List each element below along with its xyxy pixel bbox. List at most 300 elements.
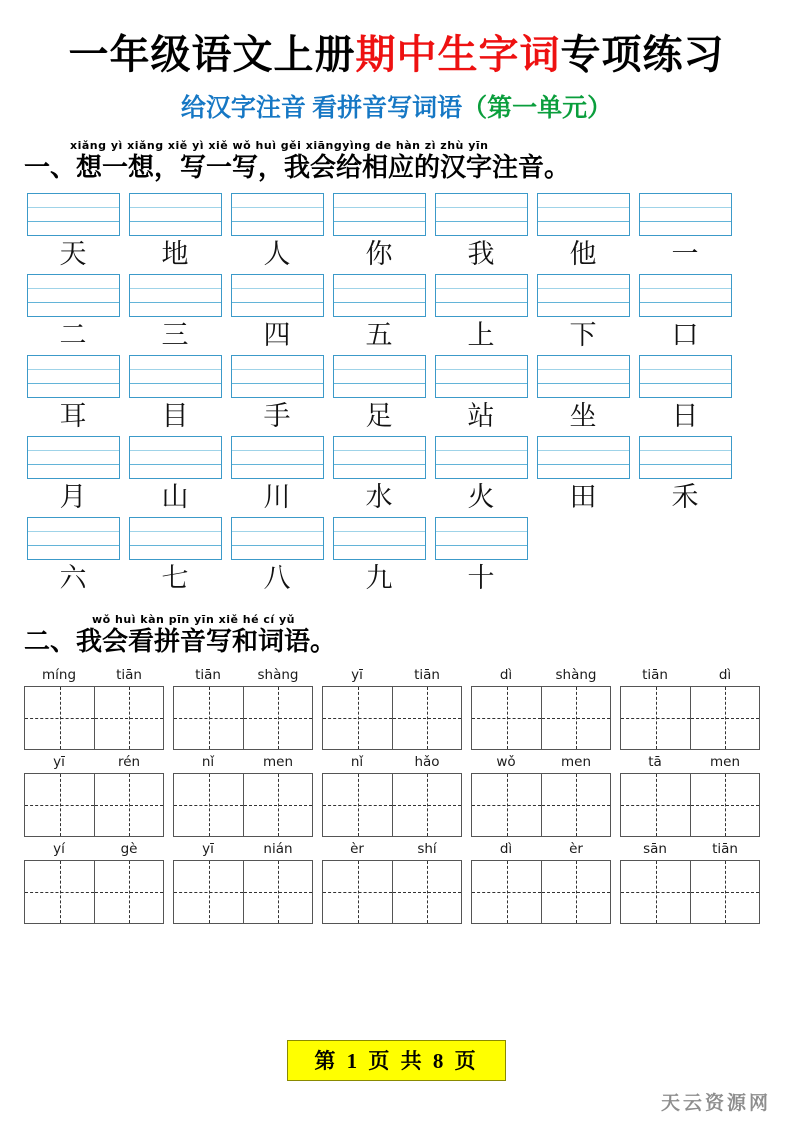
tianzige-horizontal-guide	[25, 718, 94, 719]
hanzi-character: 二	[59, 320, 87, 351]
pinyin-four-line-box[interactable]	[129, 355, 222, 398]
hanzi-character: 你	[365, 239, 393, 270]
pinyin-syllable: tā	[648, 753, 662, 770]
pinyin-line	[334, 531, 425, 532]
hanzi-character: 耳	[59, 401, 87, 432]
tianzige-word-box[interactable]	[24, 686, 164, 750]
pinyin-grid-cell	[534, 436, 632, 517]
tianzige-cell[interactable]	[541, 687, 610, 749]
pinyin-four-line-box[interactable]	[27, 517, 120, 560]
pinyin-grid-row	[24, 355, 769, 436]
tianzige-box-row	[24, 773, 769, 837]
tianzige-horizontal-guide	[621, 718, 690, 719]
footer	[0, 1040, 793, 1081]
pinyin-line	[436, 464, 527, 465]
pinyin-four-line-box[interactable]	[435, 436, 528, 479]
pinyin-line	[130, 288, 221, 289]
pinyin-line	[640, 464, 731, 465]
pinyin-grid-cell	[636, 355, 734, 436]
tianzige-pinyin-row	[24, 752, 769, 773]
pinyin-word-label	[173, 839, 313, 860]
pinyin-line	[28, 383, 119, 384]
page-subtitle	[24, 78, 769, 124]
pinyin-four-line-box[interactable]	[435, 274, 528, 317]
hanzi-character: 坐	[569, 401, 597, 432]
tianzige-cell[interactable]	[690, 774, 759, 836]
tianzige-word-box[interactable]	[471, 773, 611, 837]
pinyin-line	[538, 221, 629, 222]
pinyin-four-line-box[interactable]	[333, 274, 426, 317]
pinyin-line	[232, 288, 323, 289]
pinyin-syllable: nǐ	[350, 753, 364, 770]
pinyin-line	[28, 545, 119, 546]
pinyin-line	[334, 302, 425, 303]
hanzi-character: 田	[569, 482, 597, 513]
pinyin-four-line-box[interactable]	[639, 274, 732, 317]
pinyin-grid-cell	[24, 436, 122, 517]
page-number-badge: 第 1 页 共 8 页	[287, 1040, 505, 1081]
hanzi-character: 火	[467, 482, 495, 513]
tianzige-horizontal-guide	[95, 805, 163, 806]
pinyin-grid-cell	[534, 274, 632, 355]
pinyin-grid-cell	[636, 193, 734, 274]
pinyin-four-line-box[interactable]	[231, 436, 324, 479]
pinyin-grid-cell	[228, 517, 326, 598]
tianzige-cell[interactable]	[541, 774, 610, 836]
pinyin-word-label	[322, 752, 462, 773]
tianzige-horizontal-guide	[244, 718, 312, 719]
tianzige-horizontal-guide	[25, 892, 94, 893]
subtitle-unit: （第一单元）	[462, 95, 613, 122]
tianzige-cell[interactable]	[323, 687, 392, 749]
pinyin-word-label	[173, 752, 313, 773]
pinyin-four-line-box[interactable]	[129, 436, 222, 479]
pinyin-line	[436, 450, 527, 451]
tianzige-horizontal-guide	[393, 718, 461, 719]
pinyin-syllable: wǒ	[496, 753, 516, 770]
pinyin-syllable: hǎo	[414, 753, 440, 770]
pinyin-line	[232, 464, 323, 465]
pinyin-line	[640, 302, 731, 303]
pinyin-four-line-box[interactable]	[435, 517, 528, 560]
pinyin-line	[436, 545, 527, 546]
tianzige-row	[24, 752, 769, 837]
pinyin-syllable: rén	[117, 753, 141, 770]
pinyin-word-label	[620, 752, 760, 773]
pinyin-syllable: èr	[569, 840, 583, 857]
pinyin-word-label	[24, 752, 164, 773]
tianzige-word-box[interactable]	[620, 860, 760, 924]
pinyin-line	[334, 464, 425, 465]
tianzige-cell[interactable]	[94, 687, 163, 749]
tianzige-word-box[interactable]	[173, 686, 313, 750]
tianzige-cell[interactable]	[392, 774, 461, 836]
pinyin-grid-cell	[330, 274, 428, 355]
pinyin-line	[28, 369, 119, 370]
tianzige-cell[interactable]	[621, 687, 690, 749]
pinyin-line	[640, 207, 731, 208]
pinyin-four-line-box[interactable]	[639, 436, 732, 479]
pinyin-four-line-box[interactable]	[537, 193, 630, 236]
pinyin-line	[130, 464, 221, 465]
section-two-heading: 二、我会看拼音写和词语。	[24, 626, 337, 656]
subtitle-main: 给汉字注音 看拼音写词语	[180, 95, 463, 122]
pinyin-grid-cell	[330, 517, 428, 598]
hanzi-character: 水	[365, 482, 393, 513]
pinyin-grid-cell	[636, 274, 734, 355]
pinyin-four-line-box[interactable]	[333, 355, 426, 398]
pinyin-line	[334, 383, 425, 384]
pinyin-line	[436, 369, 527, 370]
pinyin-syllable: shí	[417, 840, 437, 857]
pinyin-line	[130, 545, 221, 546]
pinyin-grid-cell	[24, 274, 122, 355]
tianzige-cell[interactable]	[94, 861, 163, 923]
tianzige-horizontal-guide	[323, 892, 392, 893]
pinyin-line	[538, 450, 629, 451]
pinyin-grid-cell	[432, 517, 530, 598]
pinyin-syllable: tiān	[642, 666, 668, 683]
tianzige-cell[interactable]	[25, 687, 94, 749]
pinyin-line	[130, 369, 221, 370]
hanzi-character: 足	[365, 401, 393, 432]
pinyin-grid-cell	[432, 193, 530, 274]
tianzige-horizontal-guide	[393, 892, 461, 893]
pinyin-grid-cell	[126, 193, 224, 274]
pinyin-four-line-box[interactable]	[639, 193, 732, 236]
tianzige-word-box[interactable]	[173, 773, 313, 837]
tianzige-cell[interactable]	[621, 861, 690, 923]
pinyin-four-line-box[interactable]	[333, 517, 426, 560]
pinyin-four-line-box[interactable]	[129, 517, 222, 560]
pinyin-four-line-box[interactable]	[537, 355, 630, 398]
pinyin-syllable: tiān	[195, 666, 221, 683]
pinyin-word-label	[471, 752, 611, 773]
pinyin-syllable: míng	[41, 666, 77, 683]
tianzige-horizontal-guide	[174, 805, 243, 806]
pinyin-word-label	[24, 839, 164, 860]
pinyin-syllable: tiān	[414, 666, 440, 683]
pinyin-syllable: shàng	[555, 666, 597, 683]
pinyin-line	[334, 369, 425, 370]
pinyin-line	[436, 531, 527, 532]
tianzige-cell[interactable]	[323, 774, 392, 836]
tianzige-cell[interactable]	[690, 861, 759, 923]
pinyin-line	[28, 531, 119, 532]
pinyin-line	[334, 288, 425, 289]
pinyin-syllable: men	[262, 753, 293, 770]
tianzige-cell[interactable]	[94, 774, 163, 836]
pinyin-word-label	[173, 665, 313, 686]
tianzige-cell[interactable]	[243, 774, 312, 836]
pinyin-four-line-box[interactable]	[27, 436, 120, 479]
pinyin-four-line-box[interactable]	[27, 193, 120, 236]
hanzi-character: 四	[263, 320, 291, 351]
tianzige-horizontal-guide	[472, 718, 541, 719]
pinyin-line	[436, 302, 527, 303]
pinyin-line	[538, 302, 629, 303]
section-one	[24, 138, 769, 598]
tianzige-box-row	[24, 860, 769, 924]
section-one-heading: 一、想一想，写一写，我会给相应的汉字注音。	[24, 153, 571, 182]
tianzige-row	[24, 665, 769, 750]
pinyin-grid-row	[24, 517, 769, 598]
pinyin-four-line-box[interactable]	[639, 355, 732, 398]
pinyin-four-line-box[interactable]	[435, 355, 528, 398]
pinyin-syllable: tiān	[712, 840, 738, 857]
tianzige-horizontal-guide	[691, 892, 759, 893]
pinyin-syllable: dì	[718, 666, 732, 683]
pinyin-grid-cell	[24, 193, 122, 274]
hanzi-character: 禾	[671, 482, 699, 513]
tianzige-horizontal-guide	[542, 892, 610, 893]
pinyin-four-line-box[interactable]	[537, 436, 630, 479]
pinyin-grid-cell	[330, 193, 428, 274]
tianzige-row	[24, 839, 769, 924]
watermark: 天云资源网	[660, 1093, 771, 1114]
pinyin-syllable: shàng	[257, 666, 299, 683]
pinyin-line	[232, 207, 323, 208]
tianzige-word-box[interactable]	[620, 686, 760, 750]
hanzi-character: 七	[161, 563, 189, 594]
tianzige-horizontal-guide	[542, 805, 610, 806]
page-title	[24, 0, 769, 78]
pinyin-line	[538, 288, 629, 289]
hanzi-character: 日	[671, 401, 699, 432]
pinyin-four-line-box[interactable]	[537, 274, 630, 317]
tianzige-pinyin-row	[24, 839, 769, 860]
pinyin-grid-row	[24, 274, 769, 355]
tianzige-cell[interactable]	[323, 861, 392, 923]
tianzige-word-box[interactable]	[322, 860, 462, 924]
pinyin-four-line-box[interactable]	[129, 274, 222, 317]
hanzi-character: 月	[59, 482, 87, 513]
pinyin-line	[640, 369, 731, 370]
pinyin-syllable: gè	[120, 840, 138, 857]
pinyin-line	[28, 464, 119, 465]
tianzige-cell[interactable]	[174, 774, 243, 836]
hanzi-character: 六	[59, 563, 87, 594]
hanzi-character: 地	[161, 239, 189, 270]
tianzige-horizontal-guide	[472, 892, 541, 893]
tianzige-word-box[interactable]	[620, 773, 760, 837]
tianzige-horizontal-guide	[691, 805, 759, 806]
tianzige-cell[interactable]	[243, 861, 312, 923]
pinyin-syllable: nián	[263, 840, 293, 857]
pinyin-line	[334, 545, 425, 546]
tianzige-word-box[interactable]	[173, 860, 313, 924]
tianzige-horizontal-guide	[621, 892, 690, 893]
tianzige-cell[interactable]	[541, 861, 610, 923]
tianzige-horizontal-guide	[174, 892, 243, 893]
tianzige-horizontal-guide	[244, 892, 312, 893]
tianzige-cell[interactable]	[25, 774, 94, 836]
tianzige-cell[interactable]	[25, 861, 94, 923]
tianzige-word-box[interactable]	[471, 686, 611, 750]
pinyin-line	[640, 450, 731, 451]
hanzi-character: 十	[467, 563, 495, 594]
pinyin-line	[436, 207, 527, 208]
pinyin-four-line-box[interactable]	[231, 193, 324, 236]
pinyin-syllable: tiān	[116, 666, 142, 683]
tianzige-cell[interactable]	[174, 861, 243, 923]
pinyin-syllable: yí	[53, 840, 65, 857]
pinyin-grid-cell	[24, 517, 122, 598]
tianzige-cell[interactable]	[690, 687, 759, 749]
pinyin-line	[130, 302, 221, 303]
title-segment-red: 期中生字词	[355, 32, 561, 77]
pinyin-word-label	[322, 665, 462, 686]
pinyin-line	[130, 383, 221, 384]
tianzige-horizontal-guide	[691, 718, 759, 719]
tianzige-cell[interactable]	[472, 774, 541, 836]
pinyin-syllable: nǐ	[201, 753, 215, 770]
pinyin-line	[130, 221, 221, 222]
tianzige-horizontal-guide	[323, 718, 392, 719]
pinyin-word-label	[620, 839, 760, 860]
pinyin-word-label	[471, 839, 611, 860]
tianzige-box-row	[24, 686, 769, 750]
pinyin-syllable: sān	[643, 840, 667, 857]
tianzige-horizontal-guide	[244, 805, 312, 806]
tianzige-cell[interactable]	[621, 774, 690, 836]
hanzi-character: 目	[161, 401, 189, 432]
pinyin-syllable: men	[560, 753, 591, 770]
pinyin-line	[232, 302, 323, 303]
pinyin-line	[334, 450, 425, 451]
pinyin-line	[232, 450, 323, 451]
pinyin-grid-cell	[126, 517, 224, 598]
pinyin-line	[538, 383, 629, 384]
pinyin-line	[640, 221, 731, 222]
pinyin-grid-cell	[228, 193, 326, 274]
tianzige-horizontal-guide	[323, 805, 392, 806]
pinyin-four-line-box[interactable]	[333, 436, 426, 479]
pinyin-syllable: dì	[499, 840, 513, 857]
pinyin-grid-cell	[126, 355, 224, 436]
tianzige-cell[interactable]	[392, 861, 461, 923]
pinyin-grid-cell	[636, 436, 734, 517]
pinyin-grid-cell	[228, 436, 326, 517]
pinyin-syllable: yī	[53, 753, 65, 770]
pinyin-four-line-box[interactable]	[129, 193, 222, 236]
pinyin-word-label	[322, 839, 462, 860]
pinyin-line	[28, 450, 119, 451]
hanzi-character: 川	[263, 482, 291, 513]
pinyin-line	[232, 369, 323, 370]
pinyin-line	[334, 207, 425, 208]
tianzige-horizontal-guide	[95, 892, 163, 893]
hanzi-character: 手	[263, 401, 291, 432]
pinyin-line	[538, 464, 629, 465]
pinyin-word-label	[471, 665, 611, 686]
tianzige-word-box[interactable]	[24, 860, 164, 924]
hanzi-character: 山	[161, 482, 189, 513]
tianzige-horizontal-guide	[393, 805, 461, 806]
pinyin-four-line-box[interactable]	[27, 274, 120, 317]
tianzige-cell[interactable]	[174, 687, 243, 749]
pinyin-grid-cell	[534, 193, 632, 274]
pinyin-grid-cell	[228, 274, 326, 355]
tianzige-cell[interactable]	[472, 687, 541, 749]
pinyin-four-line-box[interactable]	[435, 193, 528, 236]
pinyin-four-line-box[interactable]	[231, 274, 324, 317]
tianzige-cell[interactable]	[392, 687, 461, 749]
pinyin-line	[232, 531, 323, 532]
pinyin-line	[436, 383, 527, 384]
hanzi-character: 口	[671, 320, 699, 351]
hanzi-character: 上	[467, 320, 495, 351]
pinyin-line	[334, 221, 425, 222]
pinyin-line	[28, 302, 119, 303]
section-one-pinyin: xiǎng yì xiǎng xiě yì xiě wǒ huì gěi xiāngyìng de hàn zì zhù yīn	[70, 139, 489, 152]
pinyin-line	[28, 207, 119, 208]
pinyin-answer-grid	[24, 193, 769, 598]
tianzige-pinyin-row	[24, 665, 769, 686]
tianzige-word-box[interactable]	[471, 860, 611, 924]
tianzige-horizontal-guide	[472, 805, 541, 806]
tianzige-horizontal-guide	[25, 805, 94, 806]
tianzige-writing-grid	[24, 665, 769, 924]
title-segment-black-2: 专项练习	[560, 32, 725, 77]
tianzige-cell[interactable]	[243, 687, 312, 749]
pinyin-grid-cell	[126, 274, 224, 355]
hanzi-character: 三	[161, 320, 189, 351]
pinyin-syllable: dì	[499, 666, 513, 683]
pinyin-grid-cell	[330, 355, 428, 436]
pinyin-line	[436, 288, 527, 289]
pinyin-grid-cell	[330, 436, 428, 517]
hanzi-character: 站	[467, 401, 495, 432]
pinyin-grid-row	[24, 193, 769, 274]
tianzige-word-box[interactable]	[322, 686, 462, 750]
hanzi-character: 九	[365, 563, 393, 594]
tianzige-cell[interactable]	[472, 861, 541, 923]
pinyin-line	[538, 207, 629, 208]
pinyin-word-label	[24, 665, 164, 686]
hanzi-character: 下	[569, 320, 597, 351]
tianzige-horizontal-guide	[95, 718, 163, 719]
pinyin-line	[130, 207, 221, 208]
pinyin-grid-cell	[432, 355, 530, 436]
pinyin-syllable: èr	[350, 840, 364, 857]
pinyin-grid-cell	[534, 355, 632, 436]
hanzi-character: 天	[59, 239, 87, 270]
pinyin-line	[232, 545, 323, 546]
pinyin-grid-cell	[228, 355, 326, 436]
pinyin-grid-cell	[432, 274, 530, 355]
pinyin-line	[130, 450, 221, 451]
pinyin-grid-row	[24, 436, 769, 517]
pinyin-line	[538, 369, 629, 370]
section-two	[24, 612, 769, 924]
pinyin-line	[28, 221, 119, 222]
pinyin-line	[232, 383, 323, 384]
pinyin-four-line-box[interactable]	[27, 355, 120, 398]
tianzige-word-box[interactable]	[322, 773, 462, 837]
pinyin-four-line-box[interactable]	[333, 193, 426, 236]
pinyin-line	[640, 383, 731, 384]
tianzige-word-box[interactable]	[24, 773, 164, 837]
tianzige-horizontal-guide	[542, 718, 610, 719]
pinyin-grid-cell	[24, 355, 122, 436]
pinyin-grid-cell	[126, 436, 224, 517]
pinyin-word-label	[620, 665, 760, 686]
pinyin-syllable: men	[709, 753, 740, 770]
pinyin-syllable: yī	[202, 840, 214, 857]
pinyin-four-line-box[interactable]	[231, 517, 324, 560]
pinyin-four-line-box[interactable]	[231, 355, 324, 398]
